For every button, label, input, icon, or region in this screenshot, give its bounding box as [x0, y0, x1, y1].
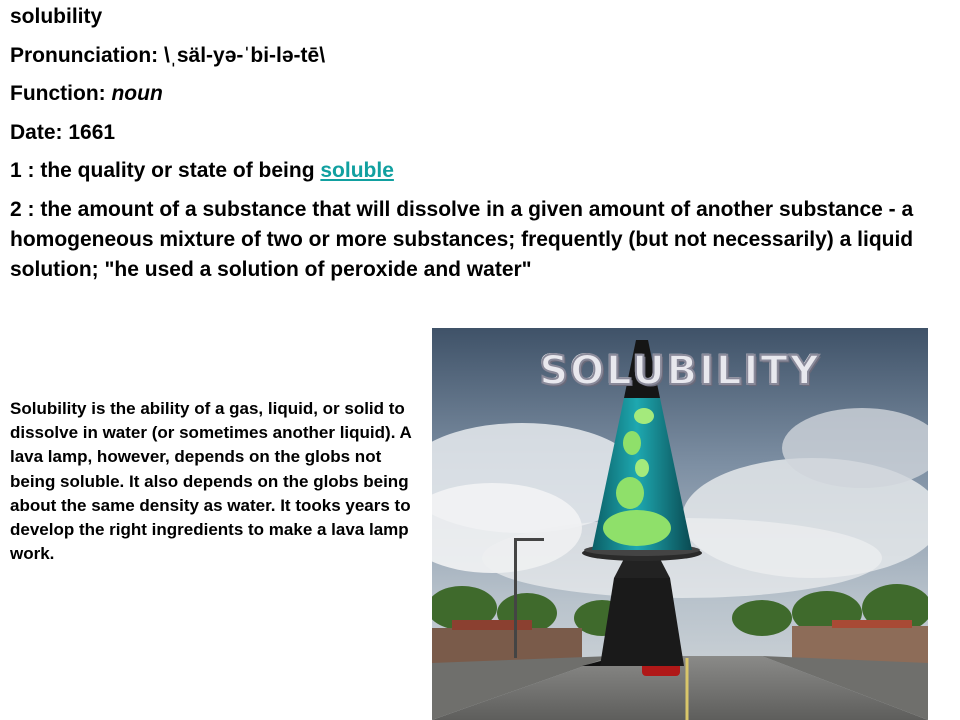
photo-title: SOLUBILITY — [539, 348, 821, 394]
definition-1 — [10, 156, 935, 186]
definition-1-text: 1 : the quality or state of being — [10, 159, 321, 182]
definition-2: 2 : the amount of a substance that will dissolve in a given amount of another substance - a homogeneous mixture of two or more substances; frequently (but not necessarily) a liquid solution; "he used a solution of peroxide and water" — [10, 197, 914, 281]
headword: solubility — [10, 5, 103, 28]
side-note: Solubility is the ability of a gas, liquid, or solid to dissolve in water (or sometimes another liquid). A lava lamp, however, depends on the globs not being soluble. It also depends on the globs being about the same density as water. It tooks years to develop the right ingredients to make a lava lamp work. — [10, 399, 412, 564]
dictionary-entry — [10, 2, 935, 293]
soluble-link[interactable]: soluble — [320, 159, 394, 182]
pronunciation-line — [10, 41, 935, 71]
function-line — [10, 79, 935, 109]
pronunciation-label: Pronunciation: — [10, 43, 159, 67]
function-value: noun — [111, 82, 163, 105]
date-value: 1661 — [68, 120, 116, 144]
pronunciation-value: \ˌsäl-yə-ˈbi-lə-tē\ — [164, 43, 326, 67]
date-line — [10, 118, 935, 148]
function-label: Function: — [10, 82, 106, 105]
date-label: Date: — [10, 120, 63, 144]
lava-lamp-photo — [432, 328, 928, 720]
